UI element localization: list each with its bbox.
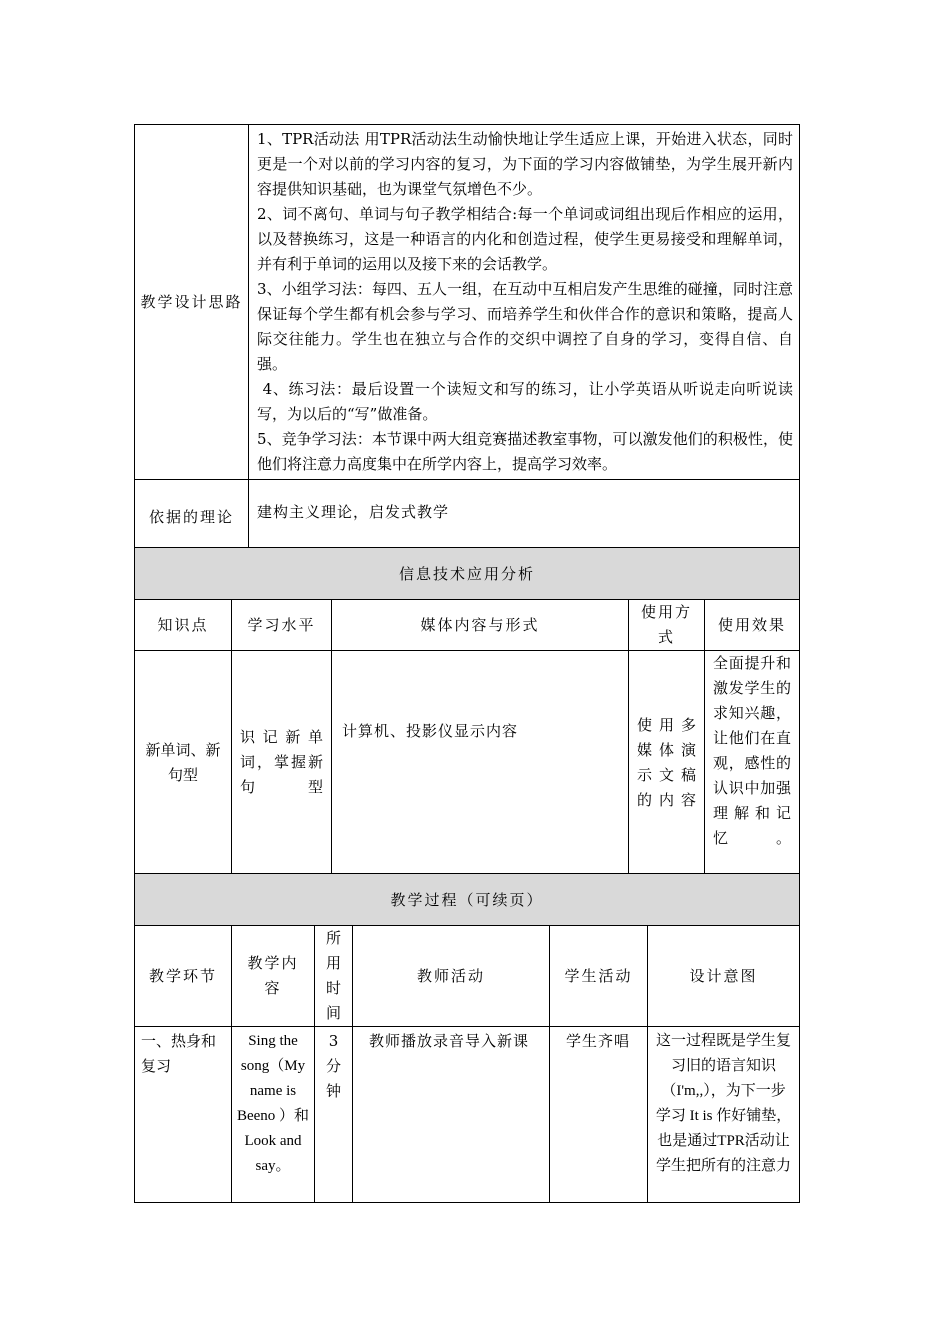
- process-time: 3分钟: [315, 1027, 353, 1203]
- it-header-effect: 使用效果: [705, 600, 800, 651]
- process-header-time: 所用时间: [315, 926, 353, 1027]
- it-header-media: 媒体内容与形式: [332, 600, 629, 651]
- process-heading: 教学过程（可续页）: [135, 874, 800, 926]
- design-table: [134, 124, 800, 555]
- process-header-stage: 教学环节: [135, 926, 232, 1027]
- design-paragraph-3: 3、小组学习法：每四、五人一组，在互动中互相启发产生思维的碰撞，同时注意保证每个学生都有机会参与学习、而培养学生和伙伴合作的意识和策略，提高人际交往能力。学生也在独立与合作的交织中调控了自身的学习，变得自信、自强。: [257, 280, 793, 373]
- process-header-intent: 设计意图: [648, 926, 800, 1027]
- process-student: 学生齐唱: [550, 1027, 648, 1203]
- it-header-method: 使用方式: [629, 600, 705, 651]
- it-header-level: 学习水平: [232, 600, 332, 651]
- process-header-student: 学生活动: [550, 926, 648, 1027]
- it-header-point: 知识点: [135, 600, 232, 651]
- design-label: 教学设计思路: [135, 125, 249, 480]
- process-stage: 一、热身和复习: [135, 1027, 232, 1203]
- process-header-teacher: 教师活动: [353, 926, 550, 1027]
- design-paragraph-1: 1、TPR活动法 用TPR活动法生动愉快地让学生适应上课，开始进入状态，同时更是一个对以前的学习内容的复习，为下面的学习内容做铺垫，为学生展开新内容提供知识基础，也为课堂气氛增色不少。: [257, 130, 793, 198]
- theory-label: 依据的理论: [135, 480, 249, 555]
- design-paragraph-5: 5、竞争学习法：本节课中两大组竞赛描述教室事物，可以激发他们的积极性，使他们将注意力高度集中在所学内容上，提高学习效率。: [257, 430, 793, 473]
- it-analysis-heading: 信息技术应用分析: [135, 548, 800, 600]
- process-header-content: 教学内容: [232, 926, 315, 1027]
- design-paragraph-2: 2、词不离句、单词与句子教学相结合:每一个单词或词组出现后作相应的运用，以及替换练习，这是一种语言的内化和创造过程，使学生更易接受和理解单词，并有利于单词的运用以及接下来的会话教学。: [257, 205, 793, 273]
- theory-value: 建构主义理论，启发式教学: [249, 480, 800, 555]
- design-content: [249, 125, 800, 480]
- it-level: 识记新单词，掌握新句型: [232, 651, 332, 875]
- process-teacher: 教师播放录音导入新课: [353, 1027, 550, 1203]
- process-table: [134, 873, 800, 1203]
- it-effect: 全面提升和激发学生的求知兴趣，让他们在直观，感性的认识中加强理解和记忆。: [705, 651, 800, 875]
- design-paragraph-4: 4、练习法：最后设置一个读短文和写的练习，让小学英语从听说走向听说读写，为以后的“写”做准备。: [257, 380, 793, 423]
- it-point: 新单词、新句型: [135, 651, 232, 875]
- it-method: 使用多媒体演示文稿的内容: [629, 651, 705, 875]
- process-content: Sing the song（My name is Beeno ）和 Look and say。: [232, 1027, 315, 1203]
- it-analysis-table: [134, 547, 800, 875]
- process-intent: 这一过程既是学生复习旧的语言知识（I'm,,），为下一步学习 It is 作好铺垫，也是通过TPR活动让学生把所有的注意力: [648, 1027, 800, 1203]
- it-media: 计算机、投影仪显示内容: [332, 651, 629, 875]
